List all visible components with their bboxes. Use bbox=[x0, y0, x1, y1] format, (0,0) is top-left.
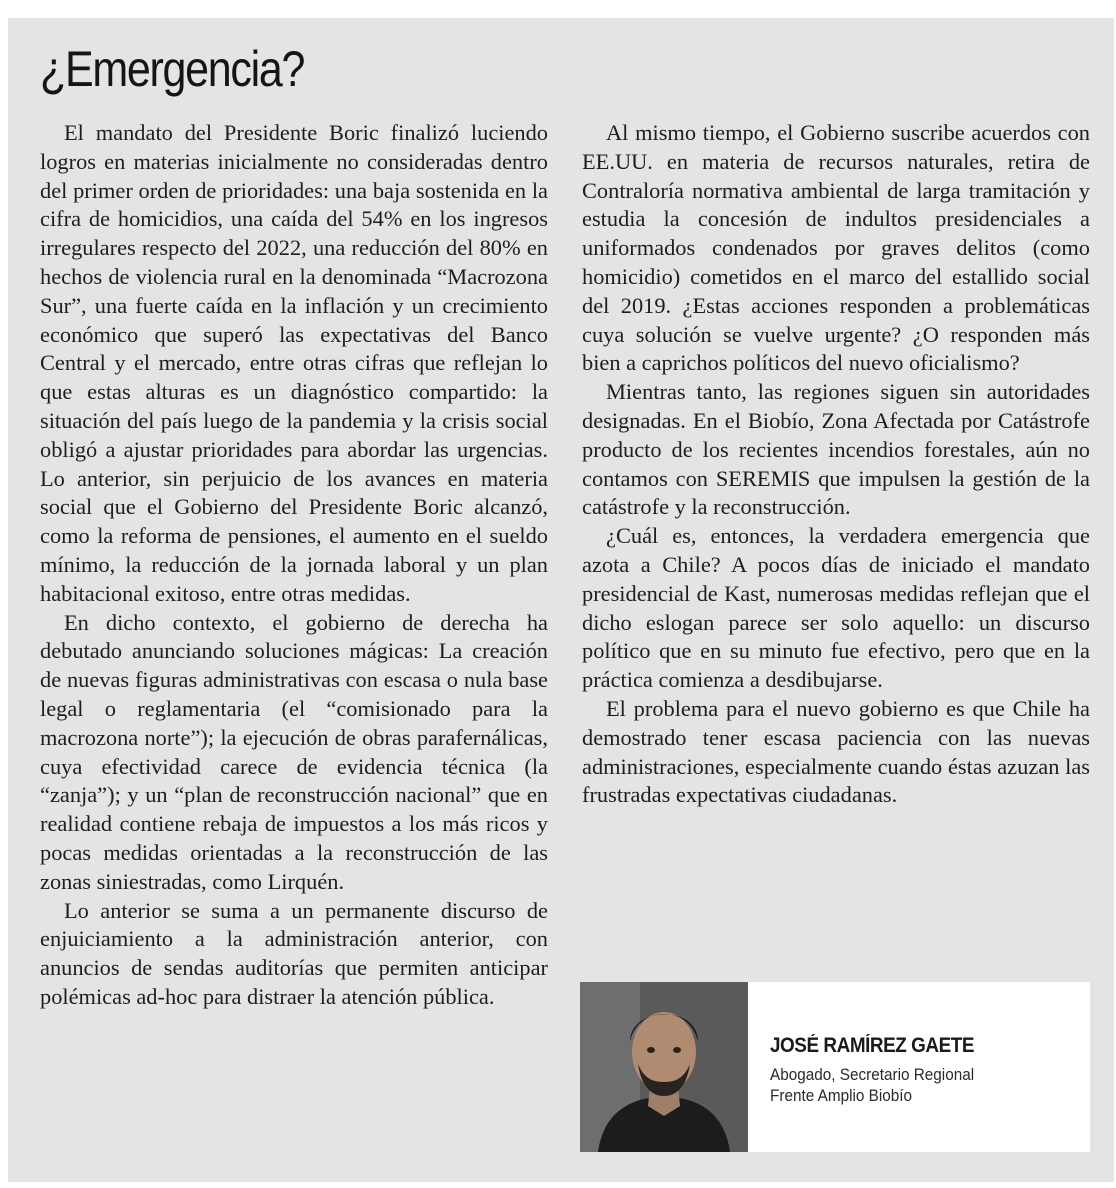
article-title: ¿Emergencia? bbox=[40, 41, 305, 97]
paragraph: En dicho contexto, el gobierno de derecha ha debutado anunciando soluciones mágicas: La creación de nuevas figuras administrativas con escasa o nula base legal o reglamentaria (el “comisionado para la macrozona norte”); la ejecución de obras parafernálicas, cuya efectividad carece de evidencia técnica (la “zanja”); y un “plan de reconstrucción nacional” que en realidad contiene rebaja de impuestos a los más ricos y pocas medidas orientadas a la reconstrucción de las zonas siniestradas, como Lirquén. bbox=[40, 609, 548, 894]
paragraph: El mandato del Presidente Boric finalizó luciendo logros en materias inicialmente no consideradas dentro del primer orden de prioridades: una baja sostenida en la cifra de homicidios, una caída del 54% en los ingresos irregulares respecto del 2022, una reducción del 80% en hechos de violencia rural en la denominada “Macrozona Sur”, una fuerte caída en la inflación y un crecimiento económico que superó las expectativas del Banco Central y el mercado, entre otras cifras que reflejan lo que estas alturas es un diagnóstico compartido: la situación del país luego de la pandemia y la crisis social obligó a ajustar prioridades para abordar las urgencias. Lo anterior, sin perjuicio de los avances en materia social que el Gobierno del Presidente Boric alcanzó, como la reforma de pensiones, el aumento en el sueldo mínimo, la reducción de la jornada laboral y un plan habitacional exitoso, entre otras medidas. bbox=[40, 120, 548, 606]
article-column-left bbox=[40, 119, 548, 1012]
article-page bbox=[8, 18, 1114, 1182]
author-box bbox=[580, 982, 1090, 1152]
author-role bbox=[770, 1064, 974, 1106]
author-portrait-image bbox=[580, 982, 748, 1152]
author-photo bbox=[580, 982, 748, 1152]
author-affiliation-line: Frente Amplio Biobío bbox=[770, 1086, 913, 1105]
author-role-line: Abogado, Secretario Regional bbox=[770, 1065, 975, 1084]
paragraph: Al mismo tiempo, el Gobierno suscribe acuerdos con EE.UU. en materia de recursos naturales, retira de Contraloría normativa ambiental de larga tramitación y estudia la concesión de indultos presidenciales a uniformados condenados por graves delitos (como homicidio) cometidos en el marco del estallido social del 2019. ¿Estas acciones responden a problemáticas cuya solución se vuelve urgente? ¿O responden más bien a caprichos políticos del nuevo oficialismo? bbox=[582, 120, 1090, 376]
paragraph: ¿Cuál es, entonces, la verdadera emergencia que azota a Chile? A pocos días de iniciado el mandato presidencial de Kast, numerosas medidas reflejan que el dicho eslogan parece ser solo aquello: un discurso político que en su minuto fue efectivo, pero que en la práctica comienza a desdibujarse. bbox=[582, 523, 1090, 693]
article-column-right bbox=[582, 119, 1090, 810]
paragraph: Mientras tanto, las regiones siguen sin autoridades designadas. En el Biobío, Zona Afectada por Catástrofe producto de los recientes incendios forestales, aún no contamos con SEREMIS que impulsen la gestión de la catástrofe y la reconstrucción. bbox=[582, 379, 1090, 520]
paragraph: Lo anterior se suma a un permanente discurso de enjuiciamiento a la administración anterior, con anuncios de sendas auditorías que permiten anticipar polémicas ad-hoc para distraer la atención pública. bbox=[40, 897, 548, 1009]
paragraph: El problema para el nuevo gobierno es que Chile ha demostrado tener escasa paciencia con las nuevas administraciones, especialmente cuando éstas azuzan las frustradas expectativas ciudadanas. bbox=[582, 695, 1090, 808]
author-name: JOSÉ RAMÍREZ GAETE bbox=[770, 1034, 975, 1057]
